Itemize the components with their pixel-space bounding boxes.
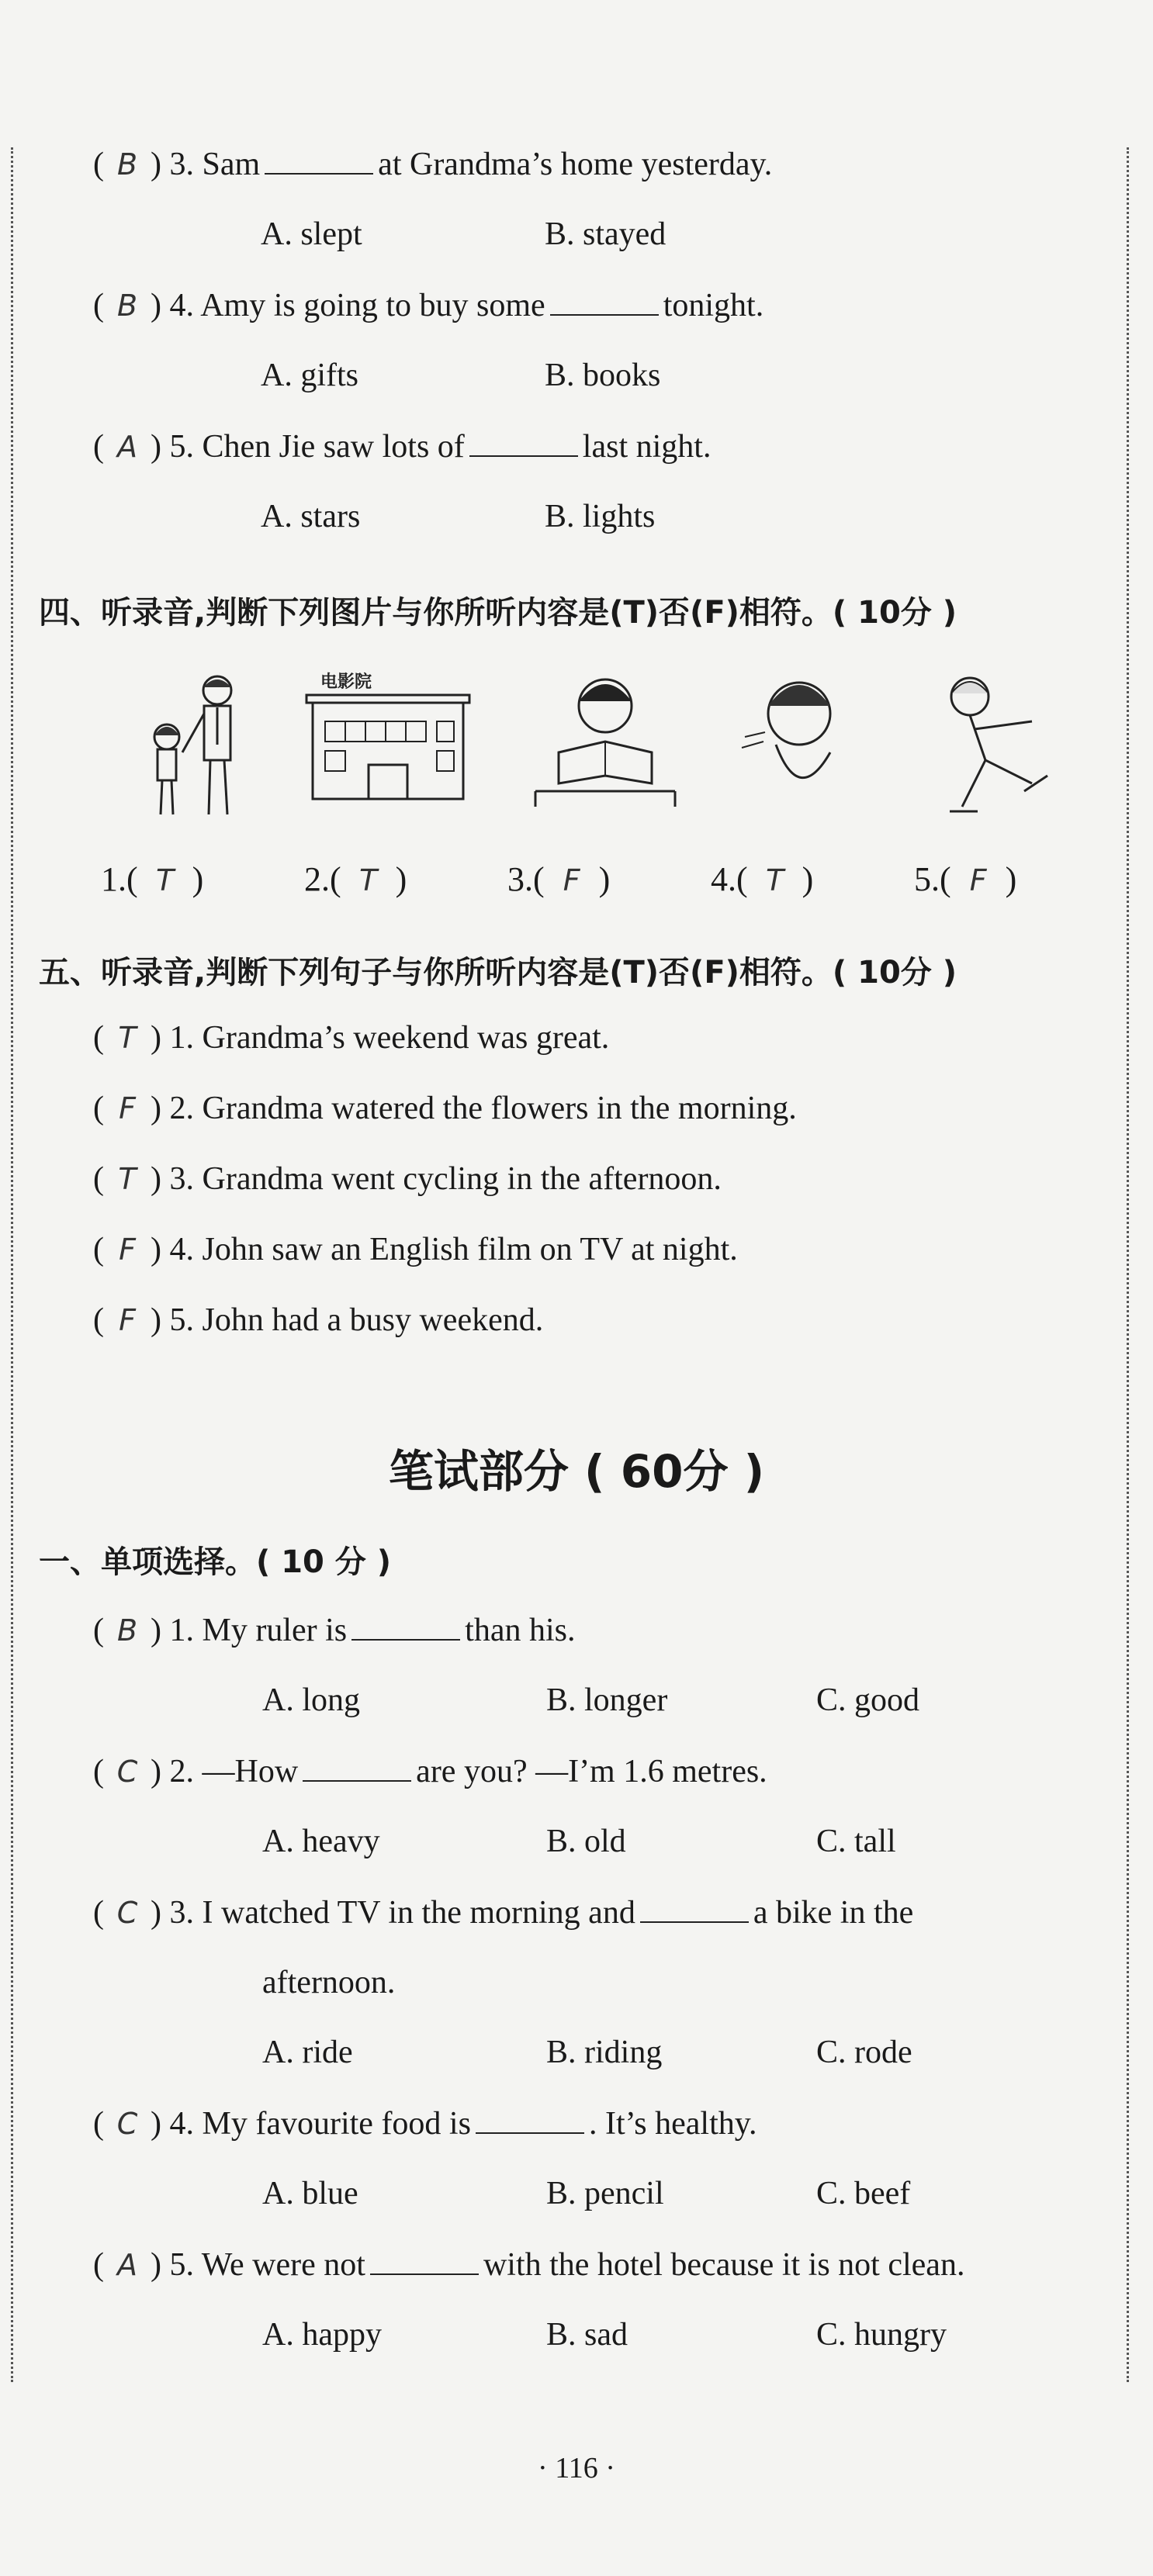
option-row: A. blue B. pencil C. beef bbox=[262, 2176, 911, 2211]
answer-mark: B bbox=[116, 289, 138, 323]
answer-mark: C bbox=[116, 1896, 138, 1930]
answer-blank bbox=[469, 430, 578, 457]
statement-row: ( F ) 2. Grandma watered the flowers in the morning. bbox=[93, 1091, 797, 1126]
answer-mark: A bbox=[117, 2248, 137, 2282]
question-row: ( C ) 4. My favourite food is . It’s healthy. bbox=[93, 2106, 757, 2142]
answer-blank bbox=[303, 1755, 411, 1782]
picture-answer: 2.( T ) bbox=[304, 860, 407, 898]
option-row: A. gifts B. books bbox=[261, 358, 661, 393]
answer-mark: A bbox=[117, 430, 137, 464]
option-row: A. slept B. stayed bbox=[261, 216, 667, 252]
page-number: · 116 · bbox=[538, 2452, 615, 2484]
girl-and-man-picture bbox=[136, 667, 260, 822]
option-row: A. heavy B. old C. tall bbox=[262, 1824, 896, 1859]
question-row: ( C ) 2. —How are you? —I’m 1.6 metres. bbox=[93, 1754, 767, 1789]
answer-mark: B bbox=[116, 1613, 138, 1648]
answer-blank bbox=[370, 2249, 479, 2275]
question-row: ( B ) 4. Amy is going to buy some tonight. bbox=[93, 288, 764, 323]
option-row: A. ride B. riding C. rode bbox=[262, 2035, 912, 2070]
answer-blank bbox=[476, 2107, 584, 2134]
option-row: A. stars B. lights bbox=[261, 499, 656, 534]
answer-blank bbox=[640, 1897, 749, 1923]
answer-mark: C bbox=[116, 2107, 138, 2141]
question-row: ( B ) 1. My ruler is than his. bbox=[93, 1613, 576, 1648]
picture-answer: 1.( T ) bbox=[101, 860, 204, 898]
roller-skating-picture bbox=[931, 667, 1063, 822]
answer-mark: C bbox=[116, 1755, 138, 1789]
statement-row: ( F ) 4. John saw an English film on TV at night. bbox=[93, 1232, 738, 1267]
binding-line-left bbox=[11, 147, 13, 2382]
option-row: A. long B. longer C. good bbox=[262, 1682, 920, 1718]
question-row: ( A ) 5. Chen Jie saw lots of last night. bbox=[93, 429, 712, 465]
cinema-picture bbox=[299, 667, 477, 807]
answer-blank bbox=[265, 148, 373, 175]
section-heading: 五、听录音,判断下列句子与你所听内容是(T)否(F)相符。( 10分 ) bbox=[39, 955, 957, 991]
statement-row: ( T ) 3. Grandma went cycling in the afternoon. bbox=[93, 1161, 722, 1197]
section-heading: 一、单项选择。( 10 分 ) bbox=[39, 1544, 392, 1580]
picture-answer: 3.( F ) bbox=[507, 860, 611, 898]
picture-answer: 5.( F ) bbox=[914, 860, 1017, 898]
answer-blank bbox=[351, 1614, 460, 1641]
statement-row: ( F ) 5. John had a busy weekend. bbox=[93, 1302, 544, 1338]
section-heading: 四、听录音,判断下列图片与你所听内容是(T)否(F)相符。( 10分 ) bbox=[39, 595, 957, 631]
option-row: A. happy B. sad C. hungry bbox=[262, 2317, 947, 2353]
question-row: ( B ) 3. Sam at Grandma’s home yesterday. bbox=[93, 147, 773, 182]
question-continuation: afternoon. bbox=[262, 1965, 396, 2000]
question-row: ( A ) 5. We were not with the hotel because it is not clean. bbox=[93, 2247, 965, 2283]
coughing-boy-picture bbox=[737, 667, 853, 814]
boy-reading-picture bbox=[528, 667, 683, 814]
question-row: ( C ) 3. I watched TV in the morning and a bike in the bbox=[93, 1895, 914, 1931]
statement-row: ( T ) 1. Grandma’s weekend was great. bbox=[93, 1020, 610, 1056]
cinema-sign-text: 电影院 bbox=[320, 673, 372, 692]
written-part-title: 笔试部分 ( 60分 ) bbox=[388, 1445, 765, 1498]
picture-answer: 4.( T ) bbox=[711, 860, 814, 898]
binding-line-right bbox=[1127, 147, 1129, 2382]
answer-mark: B bbox=[116, 147, 138, 182]
answer-blank bbox=[550, 289, 659, 316]
